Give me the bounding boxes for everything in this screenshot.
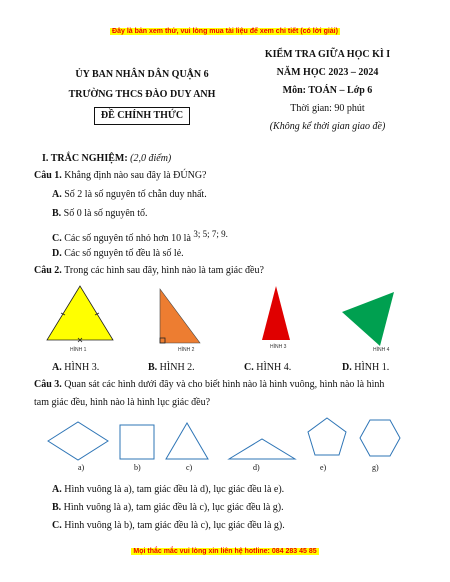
figure-a-rhombus	[48, 422, 108, 460]
figure-a-caption: a)	[78, 463, 85, 472]
q2-option-d[interactable]	[342, 362, 389, 373]
option-text: Hình vuông là a), tam giác đều là d), lục giác đều là e).	[64, 484, 285, 495]
option-key: A.	[52, 189, 62, 200]
figure-4-triangle	[342, 292, 394, 346]
option-math: 3; 5; 7; 9.	[193, 229, 228, 239]
school-year: NĂM HỌC 2023 – 2024	[276, 67, 379, 78]
school-name: TRƯỜNG THCS ĐÀO DUY ANH	[68, 89, 216, 100]
q2-figures	[40, 284, 420, 356]
figure-d-caption: d)	[253, 463, 260, 472]
option-text: HÌNH 1.	[354, 362, 390, 373]
q2-text: Trong các hình sau đây, hình nào là tam giác đều?	[64, 265, 264, 276]
subject: Môn: TOÁN – Lớp 6	[282, 85, 373, 96]
option-text: HÌNH 3.	[64, 362, 100, 373]
time-note: (Không kể thời gian giao đề)	[269, 121, 386, 132]
q3-option-b[interactable]	[52, 502, 284, 513]
q3-label: Câu 3.	[34, 379, 62, 390]
q3-text-1: Quan sát các hình dưới đây và cho biết hình nào là hình vuông, hình nào là hình	[64, 379, 385, 390]
figure-2-triangle	[160, 289, 200, 343]
option-key: C.	[52, 520, 62, 531]
header-left	[52, 65, 232, 126]
section-heading	[42, 153, 171, 164]
option-key: C.	[244, 362, 254, 373]
q3-figures	[40, 414, 420, 466]
option-key: B.	[52, 502, 62, 513]
q1-option-d[interactable]	[52, 248, 184, 259]
option-key: D.	[342, 362, 352, 373]
hotline-banner	[0, 548, 450, 555]
q1-stem	[34, 170, 206, 181]
figure-3-caption: HÌNH 3	[270, 344, 287, 350]
option-text: Hình vuông là b), tam giác đều là c), lục giác đều là g).	[64, 520, 285, 531]
option-key: A.	[52, 484, 62, 495]
option-text: Số 2 là số nguyên tố chẵn duy nhất.	[64, 189, 207, 200]
q1-label: Câu 1.	[34, 170, 62, 181]
q1-option-b[interactable]	[52, 208, 148, 219]
figure-c-caption: c)	[186, 463, 193, 472]
q1-text: Khẳng định nào sau đây là ĐÚNG?	[64, 170, 207, 181]
q3-stem-line1	[34, 379, 384, 390]
official-exam-box: ĐỀ CHÍNH THỨC	[94, 107, 190, 125]
section-label: I. TRẮC NGHIỆM:	[42, 153, 128, 164]
option-key: D.	[52, 248, 62, 259]
option-text: Các số nguyên tố nhỏ hơn 10 là	[64, 233, 191, 244]
option-key: C.	[52, 233, 62, 244]
figure-1-triangle	[47, 286, 113, 340]
option-text: HÌNH 4.	[256, 362, 292, 373]
preview-banner-text: Đây là bản xem thử, vui lòng mua tài liệu để xem chi tiết (có lời giải)	[112, 28, 338, 35]
q2-label: Câu 2.	[34, 265, 62, 276]
exam-title: KIỂM TRA GIỮA HỌC KÌ I	[264, 49, 391, 60]
district-name: ỦY BAN NHÂN DÂN QUẬN 6	[75, 69, 209, 80]
figure-b-caption: b)	[134, 463, 141, 472]
q2-option-b[interactable]	[148, 362, 195, 373]
figure-1-caption: HÌNH 1	[70, 347, 87, 353]
exam-time: Thời gian: 90 phút	[290, 103, 365, 114]
section-points: (2,0 điểm)	[130, 153, 172, 164]
q1-option-c[interactable]	[52, 229, 228, 244]
figure-b-square	[120, 425, 154, 459]
figure-g-hexagon	[360, 420, 400, 456]
q3-option-a[interactable]	[52, 484, 284, 495]
q2-option-c[interactable]	[244, 362, 291, 373]
option-key: B.	[52, 208, 62, 219]
preview-banner	[0, 28, 450, 35]
q2-option-a[interactable]	[52, 362, 99, 373]
hotline-text: Mọi thắc mắc vui lòng xin liên hệ hotline: 084 283 45 85	[133, 548, 317, 555]
q3-stem-line2	[34, 397, 210, 408]
figure-2-caption: HÌNH 2	[178, 347, 195, 353]
option-key: A.	[52, 362, 62, 373]
q1-option-a[interactable]	[52, 189, 207, 200]
figure-e-caption: e)	[320, 463, 327, 472]
figure-d-triangle	[229, 439, 295, 459]
q2-stem	[34, 265, 264, 276]
figure-c-triangle	[166, 423, 208, 459]
figure-4-caption: HÌNH 4	[373, 347, 390, 353]
option-key: B.	[148, 362, 158, 373]
option-text: Các số nguyên tố đều là số lẻ.	[64, 248, 184, 259]
option-text: Số 0 là số nguyên tố.	[63, 208, 148, 219]
figure-3-triangle	[262, 286, 290, 340]
header-right	[240, 46, 415, 136]
option-text: Hình vuông là a), tam giác đều là c), lục giác đều là g).	[63, 502, 284, 513]
figure-g-caption: g)	[372, 463, 379, 472]
q3-option-c[interactable]	[52, 520, 285, 531]
figure-e-pentagon	[308, 418, 346, 455]
option-text: HÌNH 2.	[159, 362, 195, 373]
q3-text-2: tam giác đều, hình nào là hình lục giác đều?	[34, 397, 211, 408]
